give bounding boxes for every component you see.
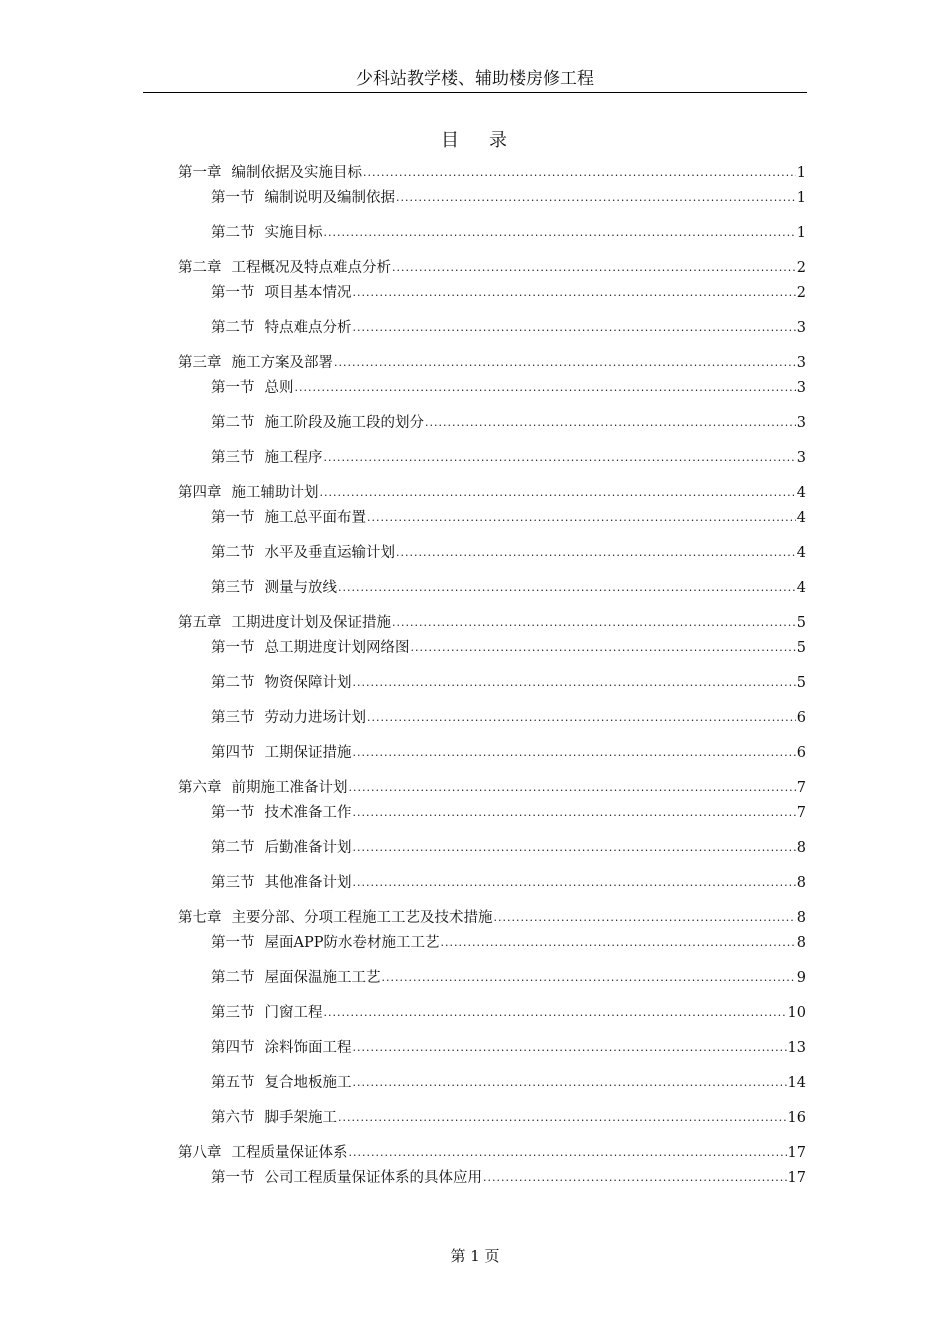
toc-entry-label: 物资保障计划 [264,675,352,691]
toc-entry-label: 工程质量保证体系 [231,1145,348,1161]
toc-dot-leader [338,1108,787,1128]
toc-dot-leader [324,448,796,468]
toc-entry-page: 8 [796,875,806,891]
toc-dot-leader [353,318,796,338]
toc-section-entry[interactable] [211,378,806,398]
toc-entry-label: 测量与放线 [264,580,337,596]
toc-entry-page: 2 [796,285,806,301]
toc-entry-label: 工期进度计划及保证措施 [231,615,391,631]
toc-dot-leader [353,743,796,763]
toc-entry-label: 施工方案及部署 [231,355,333,371]
toc-chapter-entry[interactable] [178,163,806,183]
toc-entry-number: 第二节 [211,545,255,561]
toc-dot-leader [396,543,796,563]
toc-entry-page: 1 [796,165,806,181]
toc-dot-leader [353,803,796,823]
toc-entry-number: 第六节 [211,1110,255,1126]
toc-heading-right: 录 [489,130,509,151]
toc-entry-label: 复合地板施工 [264,1075,352,1091]
toc-section-entry[interactable] [211,838,806,858]
toc-entry-label: 后勤准备计划 [264,840,352,856]
toc-entry-number: 第二节 [211,675,255,691]
toc-section-entry[interactable] [211,508,806,528]
toc-entry-page: 3 [796,320,806,336]
toc-section-entry[interactable] [211,1108,806,1128]
toc-entry-number: 第八章 [178,1145,222,1161]
toc-dot-leader [363,163,796,183]
toc-entry-label: 特点难点分析 [264,320,352,336]
toc-entry-number: 第二节 [211,320,255,336]
toc-heading [0,126,950,152]
toc-entry-page: 17 [787,1170,806,1186]
toc-dot-leader [349,778,796,798]
toc-entry-number: 第三章 [178,355,222,371]
toc-section-entry[interactable] [211,188,806,208]
toc-dot-leader [440,933,795,953]
toc-section-entry[interactable] [211,803,806,823]
toc-section-entry[interactable] [211,933,806,953]
toc-entry-page: 4 [796,545,806,561]
toc-section-entry[interactable] [211,708,806,728]
toc-entry-number: 第一章 [178,165,222,181]
toc-dot-leader [338,578,796,598]
toc-dot-leader [320,483,796,503]
toc-entry-label: 工程概况及特点难点分析 [231,260,391,276]
toc-section-entry[interactable] [211,1003,806,1023]
toc-entry-page: 7 [796,805,806,821]
toc-entry-label: 公司工程质量保证体系的具体应用 [264,1170,482,1186]
toc-entry-label: 门窗工程 [264,1005,323,1021]
toc-dot-leader [353,838,796,858]
toc-entry-label: 主要分部、分项工程施工工艺及技术措施 [231,910,493,926]
toc-entry-label: 屋面保温施工工艺 [264,970,381,986]
toc-entry-label: 其他准备计划 [264,875,352,891]
toc-entry-number: 第三节 [211,580,255,596]
toc-entry-label: 实施目标 [264,225,323,241]
toc-chapter-entry[interactable] [178,908,806,928]
toc-dot-leader [494,908,796,928]
toc-entry-number: 第三节 [211,710,255,726]
toc-chapter-entry[interactable] [178,613,806,633]
toc-entry-page: 7 [796,780,806,796]
toc-dot-leader [411,638,796,658]
toc-section-entry[interactable] [211,223,806,243]
toc-section-entry[interactable] [211,1038,806,1058]
toc-entry-label: 脚手架施工 [264,1110,337,1126]
toc-entry-number: 第五章 [178,615,222,631]
toc-entry-label: 涂料饰面工程 [264,1040,352,1056]
toc-entry-label: 工期保证措施 [264,745,352,761]
toc-entry-label: 项目基本情况 [264,285,352,301]
toc-entry-number: 第四节 [211,1040,255,1056]
toc-dot-leader [334,353,796,373]
toc-entry-page: 3 [796,450,806,466]
toc-entry-number: 第七章 [178,910,222,926]
toc-section-entry[interactable] [211,1168,806,1188]
toc-dot-leader [353,873,796,893]
toc-dot-leader [392,258,796,278]
toc-dot-leader [483,1168,787,1188]
toc-entry-page: 17 [787,1145,806,1161]
toc-entry-page: 4 [796,580,806,596]
toc-chapter-entry[interactable] [178,353,806,373]
page-number: 第 1 页 [450,1247,500,1265]
toc-dot-leader [324,223,796,243]
toc-entry-page: 1 [796,225,806,241]
toc-entry-page: 1 [796,190,806,206]
toc-section-entry[interactable] [211,638,806,658]
toc-dot-leader [392,613,796,633]
toc-entry-page: 6 [796,745,806,761]
toc-entry-number: 第三节 [211,450,255,466]
toc-section-entry[interactable] [211,673,806,693]
toc-entry-number: 第一节 [211,805,255,821]
toc-entry-label: 编制依据及实施目标 [231,165,362,181]
toc-entry-number: 第二节 [211,840,255,856]
toc-entry-number: 第六章 [178,780,222,796]
toc-entry-number: 第一节 [211,380,255,396]
toc-entry-label: 水平及垂直运输计划 [264,545,395,561]
toc-entry-number: 第二章 [178,260,222,276]
toc-entry-page: 14 [787,1075,806,1091]
toc-dot-leader [353,673,796,693]
toc-entry-page: 6 [796,710,806,726]
toc-section-entry[interactable] [211,743,806,763]
toc-entry-page: 8 [796,935,806,951]
toc-entry-number: 第一节 [211,190,255,206]
toc-entry-label: 编制说明及编制依据 [264,190,395,206]
toc-entry-page: 3 [796,380,806,396]
toc-section-entry[interactable] [211,873,806,893]
toc-entry-page: 10 [787,1005,806,1021]
toc-entry-page: 5 [796,675,806,691]
toc-entry-number: 第一节 [211,640,255,656]
toc-section-entry[interactable] [211,968,806,988]
toc-entry-label: 前期施工准备计划 [231,780,348,796]
toc-section-entry[interactable] [211,318,806,338]
toc-entry-number: 第一节 [211,285,255,301]
toc-chapter-entry[interactable] [178,483,806,503]
toc-chapter-entry[interactable] [178,778,806,798]
document-title: 少科站教学楼、辅助楼房修工程 [356,69,594,89]
toc-entry-number: 第二节 [211,415,255,431]
toc-entry-page: 5 [796,615,806,631]
toc-dot-leader [396,188,796,208]
toc-dot-leader [382,968,796,988]
toc-entry-number: 第一节 [211,935,255,951]
toc-entry-number: 第三节 [211,875,255,891]
toc-entry-number: 第五节 [211,1075,255,1091]
toc-entry-page: 4 [796,510,806,526]
toc-dot-leader [349,1143,787,1163]
toc-entry-page: 5 [796,640,806,656]
toc-entry-number: 第四节 [211,745,255,761]
toc-section-entry[interactable] [211,1073,806,1093]
toc-entry-page: 8 [796,840,806,856]
toc-chapter-entry[interactable] [178,1143,806,1163]
toc-entry-page: 13 [787,1040,806,1056]
toc-entry-label: 总则 [264,380,294,396]
toc-dot-leader [295,378,796,398]
toc-entry-number: 第三节 [211,1005,255,1021]
toc-entry-page: 3 [796,355,806,371]
toc-heading-left: 目 [441,130,461,151]
toc-entry-label: 屋面APP防水卷材施工工艺 [264,935,440,951]
toc-section-entry[interactable] [211,578,806,598]
toc-entry-number: 第二节 [211,970,255,986]
toc-section-entry[interactable] [211,448,806,468]
toc-section-entry[interactable] [211,543,806,563]
toc-entry-number: 第一节 [211,510,255,526]
toc-dot-leader [353,1073,787,1093]
toc-entry-label: 劳动力进场计划 [264,710,366,726]
toc-entry-page: 9 [796,970,806,986]
toc-entry-label: 技术准备工作 [264,805,352,821]
toc-entry-label: 施工辅助计划 [231,485,319,501]
toc-entry-page: 3 [796,415,806,431]
toc-entry-page: 16 [787,1110,806,1126]
toc-entry-label: 施工程序 [264,450,323,466]
toc-entry-number: 第一节 [211,1170,255,1186]
page-footer [0,1245,950,1266]
toc-section-entry[interactable] [211,413,806,433]
toc-dot-leader [425,413,796,433]
toc-dot-leader [367,708,796,728]
toc-entry-page: 2 [796,260,806,276]
toc-dot-leader [367,508,796,528]
toc-entry-label: 施工总平面布置 [264,510,366,526]
toc-entry-page: 4 [796,485,806,501]
toc-entry-page: 8 [796,910,806,926]
toc-entry-number: 第二节 [211,225,255,241]
toc-dot-leader [324,1003,787,1023]
toc-dot-leader [353,283,796,303]
toc-entry-label: 施工阶段及施工段的划分 [264,415,424,431]
toc-chapter-entry[interactable] [178,258,806,278]
toc-entry-label: 总工期进度计划网络图 [264,640,410,656]
toc-dot-leader [353,1038,787,1058]
toc-entry-number: 第四章 [178,485,222,501]
page-header [143,66,807,93]
toc-section-entry[interactable] [211,283,806,303]
